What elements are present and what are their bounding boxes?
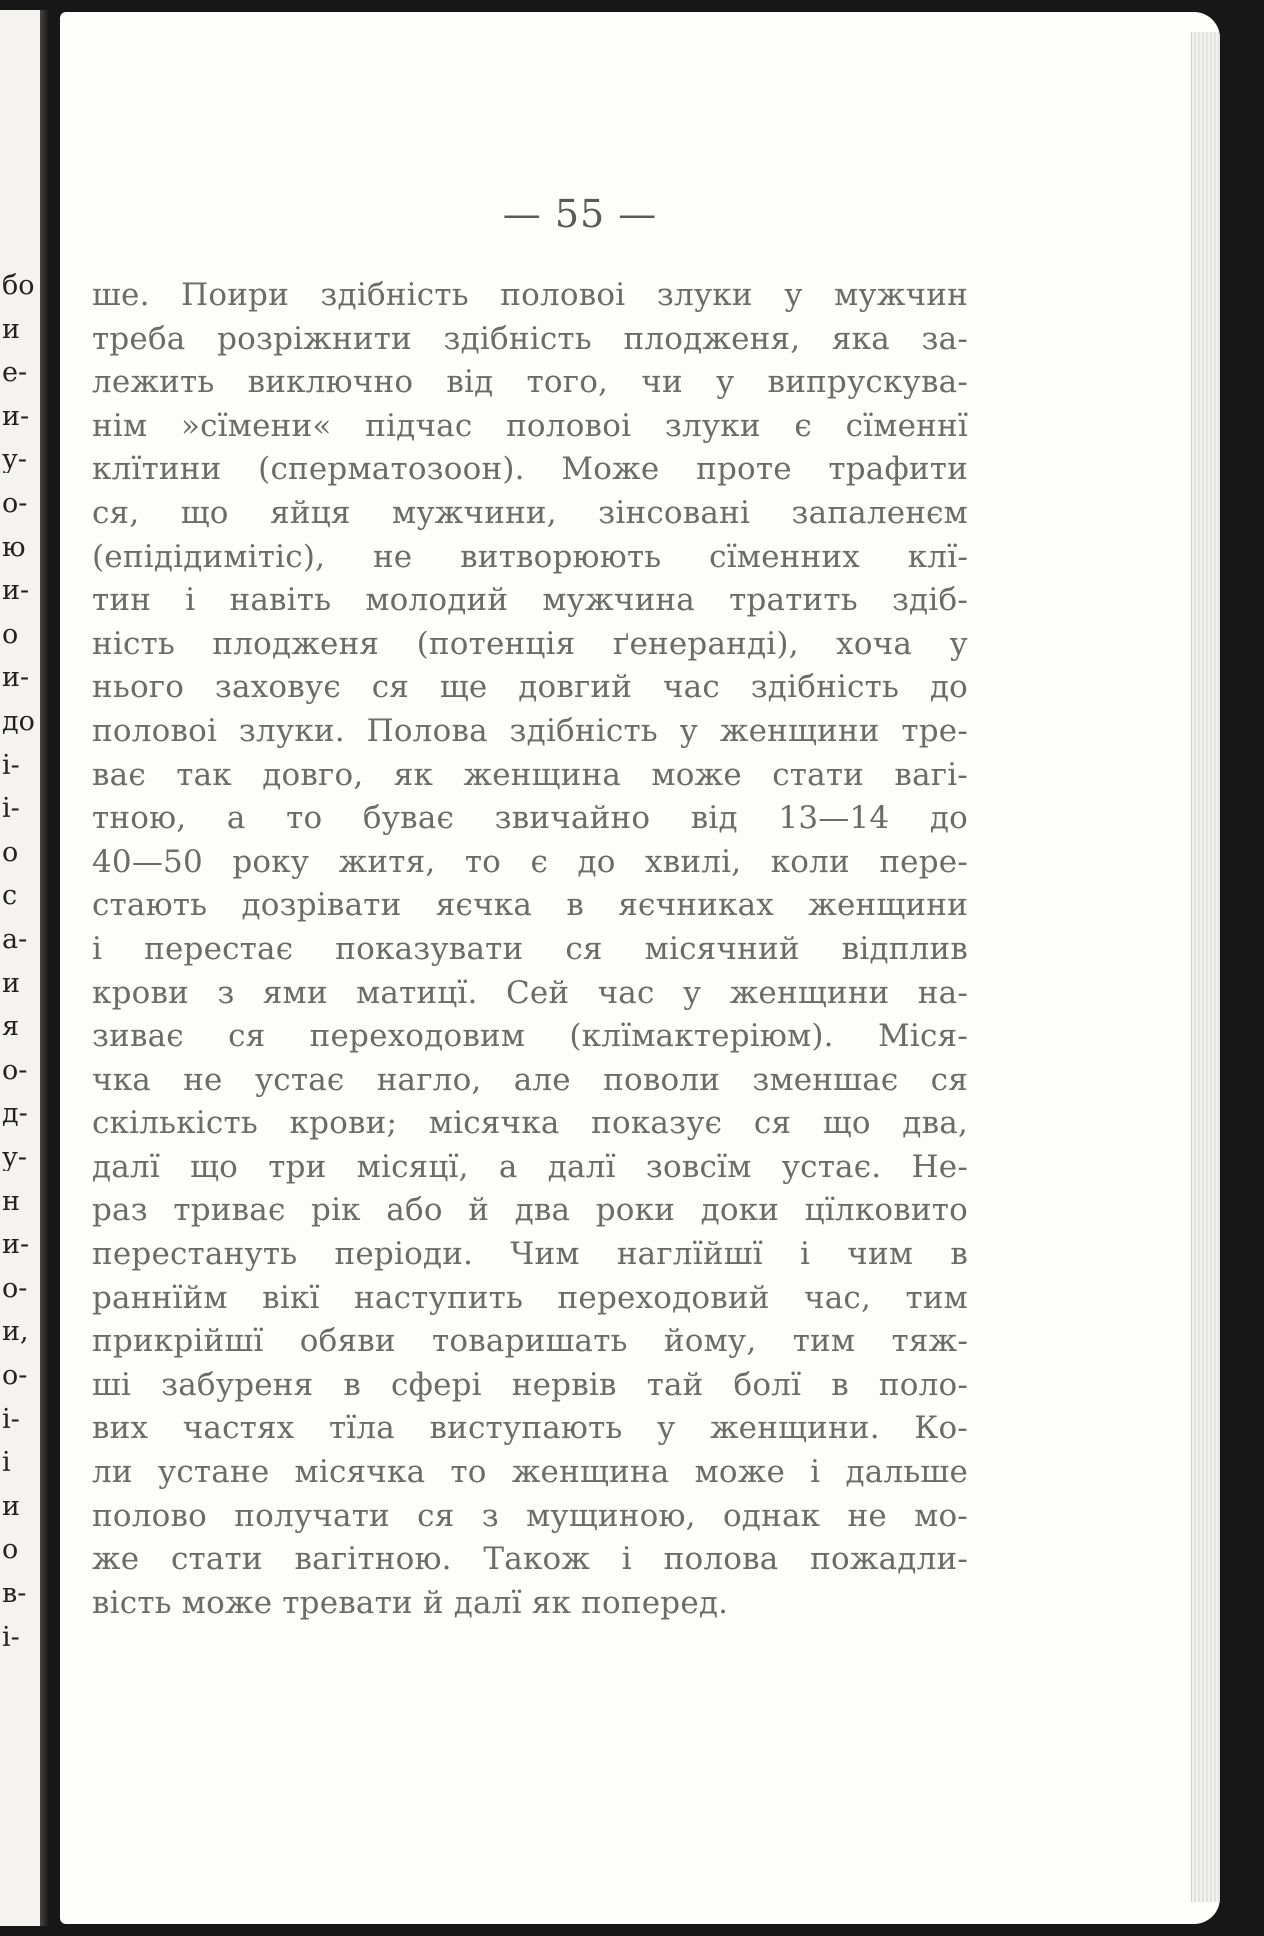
text-line: ває так довго, як женщина може стати вагі- xyxy=(92,756,968,793)
previous-page-fragment: о- xyxy=(2,1274,28,1302)
previous-page-fragment: и- xyxy=(2,577,30,605)
text-line: ше. Поири здібність половоі злуки у мужчин xyxy=(92,277,968,313)
text-line: ся, що яйця мужчини, зінсовані запаленєм xyxy=(92,494,968,531)
previous-page-fragment: д- xyxy=(2,1100,28,1128)
previous-page-fragment: и xyxy=(2,1492,20,1520)
previous-page-edge xyxy=(0,10,50,1926)
text-line: же стати вагітною. Також і полова пожадли- xyxy=(92,1541,968,1578)
previous-page-fragment: о- xyxy=(2,1056,28,1084)
text-line: скількість крови; місячка показує ся що два, xyxy=(92,1105,968,1142)
text-line: перестануть періоди. Чим наглїйшї і чим в xyxy=(92,1236,968,1273)
body-text xyxy=(92,274,968,1625)
text-line: раннїйм вікї наступить переходовий час, тим xyxy=(92,1279,968,1316)
previous-page-fragment: с xyxy=(2,882,18,910)
previous-page-fragment: і- xyxy=(2,751,20,779)
text-line: полово получати ся з мущиною, однак не мо- xyxy=(92,1497,968,1534)
previous-page-fragment: и- xyxy=(2,402,30,430)
text-line: крови з ями матицї. Сей час у женщини на- xyxy=(92,974,968,1011)
previous-page-fragment: о xyxy=(2,620,19,648)
previous-page-fragment: и xyxy=(2,315,20,343)
text-line: вих частях тїла виступають у женщини. Ко- xyxy=(92,1410,968,1447)
text-line: ші забуреня в сфері нервів тай болї в поло- xyxy=(92,1366,968,1403)
previous-page-fragment: о- xyxy=(2,490,28,517)
text-line: ність плодженя (потенція ґенеранді), хоча у xyxy=(92,625,968,662)
text-line: (епідідимітіс), не витворюють сїменних клї- xyxy=(92,538,968,575)
previous-page-fragment: в- xyxy=(2,1580,27,1607)
previous-page-fragment: и- xyxy=(2,664,30,692)
previous-page-fragment: и, xyxy=(2,1318,29,1346)
text-line: раз триває рік або й два роки доки цїлковито xyxy=(92,1192,968,1229)
text-line: тною, а то буває звичайно від 13—14 до xyxy=(92,800,968,837)
text-line: треба розріжнити здібність плодженя, яка за- xyxy=(92,320,968,357)
previous-page-fragment: е- xyxy=(2,359,28,387)
previous-page-fragment: о xyxy=(2,1536,19,1564)
text-line: 40—50 року житя, то є до хвилі, коли пере- xyxy=(92,843,968,880)
previous-page-fragment: у- xyxy=(2,446,28,474)
text-line: зиває ся переходовим (клїмактеріюм). Міся- xyxy=(92,1018,968,1055)
text-line: прикрійшї обяви товаришать йому, тим тяж- xyxy=(92,1323,968,1360)
previous-page-fragment: у- xyxy=(2,1144,28,1171)
text-line: чка не устає нагло, але поволи зменшає ся xyxy=(92,1061,968,1098)
previous-page-fragment: і- xyxy=(2,1405,20,1433)
previous-page-fragment: и- xyxy=(2,1231,30,1259)
book-page xyxy=(60,12,1220,1924)
text-line: тин і навіть молодий мужчина тратить здіб- xyxy=(92,582,968,619)
text-line: вість може тревати й далї як поперед. xyxy=(92,1584,729,1621)
text-line: далї що три місяцї, а далї зовсїм устає. Не- xyxy=(92,1148,968,1185)
previous-page-fragment: н xyxy=(2,1187,20,1215)
text-line: лежить виключно від того, чи у випрускува- xyxy=(92,364,968,401)
text-line: клїтини (сперматозоон). Може проте трафити xyxy=(92,451,968,488)
previous-page-fragment: до xyxy=(2,708,35,735)
text-line: стають дозрівати яєчка в яєчниках женщини xyxy=(92,887,968,924)
previous-page-fragment: я xyxy=(2,1013,20,1041)
text-line: половоі злуки. Полова здібність у женщини тре- xyxy=(92,712,968,749)
previous-page-fragment: о xyxy=(2,838,19,866)
previous-page-fragment: о- xyxy=(2,1362,28,1389)
previous-page-fragment: и xyxy=(2,969,20,997)
previous-page-fragment: і- xyxy=(2,1623,20,1651)
previous-page-fragment: і- xyxy=(2,795,20,823)
previous-page-fragment: а- xyxy=(2,926,28,953)
previous-page-fragment: і xyxy=(2,1449,11,1477)
page-stack-edge xyxy=(1191,32,1220,1902)
previous-page-fragment: ю xyxy=(2,533,26,561)
text-line: нім »сїмени« підчас половоі злуки є сїменнї xyxy=(92,407,968,444)
previous-page-fragment: бо xyxy=(2,272,35,299)
text-line: нього заховує ся ще довгий час здібність до xyxy=(92,669,968,706)
page-number: — 55 — xyxy=(502,192,658,236)
text-line: і перестає показувати ся місячний відплив xyxy=(92,930,968,967)
text-line: ли устане місячка то женщина може і дальше xyxy=(92,1454,968,1491)
